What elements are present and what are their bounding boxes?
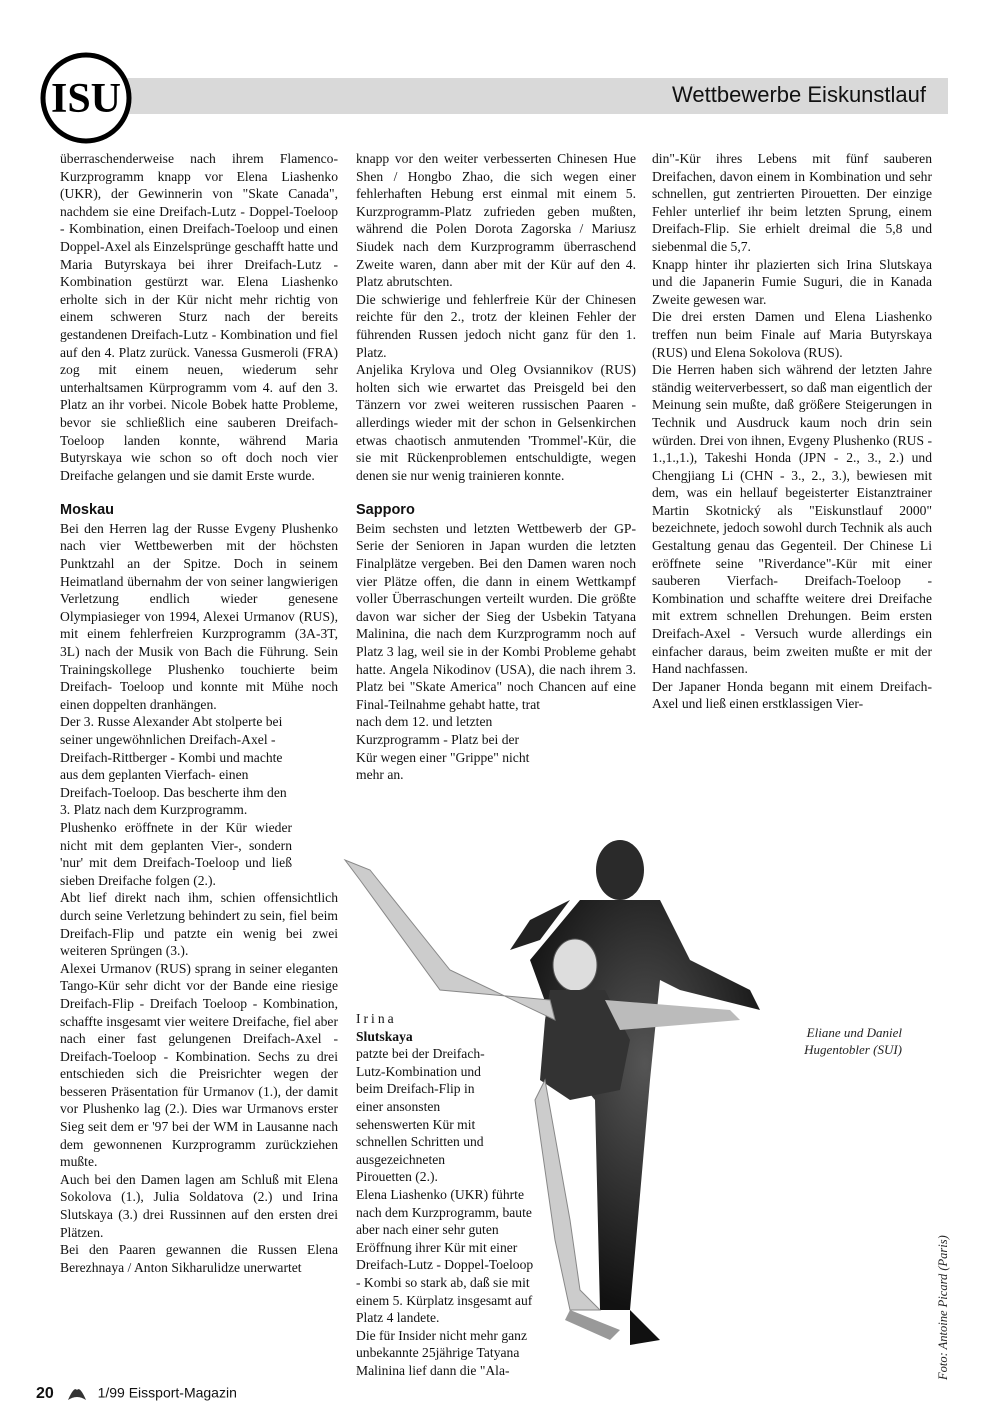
paragraph: Knapp hinter ihr plazierten sich Irina Slutskaya und die Japanerin Fumie Suguri, die in Kanada Zweite gewesen war.	[652, 256, 932, 307]
caption-text: Die für Insider nicht mehr ganz unbekannte 25jährige Tatyana Malinina lief dann die "Ala-	[356, 1327, 527, 1378]
paragraph: Der Japaner Honda begann mit einem Dreifach-Axel und ließ einen erstklassigen Vier-	[652, 678, 932, 712]
header-bar	[70, 78, 948, 114]
paragraph: din"-Kür ihres Lebens mit fünf sauberen Dreifachen, davon einem in Kombination und sehr schnellen, gut zentrierten Pirouetten. Der einzige Fehler unterlief ihr beim letzten Sprung, einem Dreifach-Flip. Sie erhielt dreimal die 5,8 und siebenmal die 5,7.	[652, 151, 932, 254]
paragraph: Die Herren haben sich während der letzten Jahre ständig weiterverbessert, so daß man eigentlich der Meinung sein mußte, daß größere Steigerungen in Technik und Ausdruck kaum noch drin sein würden. Drei von ihnen, Evgeny Plushenko (RUS - 1.,1.,1.), Takeshi Honda (JPN - 2., 3., 2.) und Chengjiang Li (CHN - 3., 2., 3.), bewiesen mit dem, was ein hellauf begeisterter Eistanztrainer Martin Skotnický als "Eiskunstlauf 2000" bezeichnete, jedoch sowohl durch Technik als auch Gestaltung genau das Gegenteil. Der Chinese Li eröffnete seine "Riverdance"-Kür mit einer sauberen Vierfach- Dreifach-Toeloop - Kombination und schaffte weitere drei Dreifache mit extrem schnellen Drehungen. Beim ersten Dreifach-Axel - Versuch wurde allerdings ein einfacher daraus, beim zweiten mußte er mit der Hand nachfassen.	[652, 362, 932, 677]
paragraph: Abt lief direkt nach ihm, schien offensichtlich durch seine Verletzung behindert zu sein, fiel beim Dreifach-Flip und patzte ein wenig bei zwei weiteren Sprüngen (3.).	[60, 890, 338, 959]
paragraph: Die schwierige und fehlerfreie Kür der Chinesen reichte für den 2., trotz der kleinen Fehler der führenden Russen jedoch nicht ganz für den 1. Platz.	[356, 291, 636, 360]
caption-text: Elena Liashenko (UKR) führte nach dem Kurzprogramm, baute aber nach einer sehr guten Eröffnung ihrer Kür mit einer Dreifach-Lutz - Doppel-Toeloop - Kombi so stark ab, daß sie mit einem 5. Kürplatz insgesamt auf Platz 4 landete.	[356, 1186, 534, 1326]
paragraph: Der 3. Russe Alexander Abt stolperte bei seiner ungewöhnlichen Dreifach-Axel - Dreifach-Rittberger - Kombi und machte aus dem geplanten Vierfach- einen Dreifach-Toeloop. Das bescherte ihm den 3. Platz nach dem Kurzprogramm.	[60, 714, 287, 818]
paragraph: Auch bei den Damen lagen am Schluß mit Elena Sokolova (1.), Julia Soldatova (2.) und Irina Slutskaya (3.) drei Russinnen auf den ersten drei Plätzen.	[60, 1171, 338, 1240]
page-number: 20	[36, 1384, 54, 1402]
caption-text: patzte bei der Dreifach-Lutz-Kombination und beim Dreifach-Flip in einer ansonsten sehenswerten Kür mit schnellen Schritten und ausgezeichneten Pirouetten (2.).	[356, 1046, 485, 1185]
photo-caption: Eliane und Daniel Hugentobler (SUI)	[804, 1025, 902, 1057]
paragraph: Anjelika Krylova und Oleg Ovsiannikov (RUS) holten sich wie erwartet das Preisgeld bei den Tänzern vor zwei weiteren russischen Paaren - allerdings wieder mit der schon in Gelsenkirchen etwas chaotisch anmutenden 'Trommel'-Kür, die sie mit Rückenproblemen entschuldigte, wegen denen sie nur wenig trainieren konnte.	[356, 362, 636, 483]
heading-moskau: Moskau	[60, 502, 114, 519]
column-2	[356, 150, 636, 784]
paragraph: Die drei ersten Damen und Elena Liashenko treffen nun beim Finale auf Maria Butyrskaya (RUS) und Elena Sokolova (RUS).	[652, 309, 932, 360]
page-footer	[36, 1384, 237, 1404]
magazine-name: 1/99 Eissport-Magazin	[97, 1384, 237, 1401]
column-1	[60, 150, 338, 1276]
photo-credit: Foto: Antoine Picard (Paris)	[936, 1235, 950, 1380]
logo-text: ISU	[50, 76, 122, 122]
paragraph: knapp vor den weiter verbesserten Chinesen Hue Shen / Hongbo Zhao, die sich wegen einer fehlerhaften Hebung erst einmal mit einem 5. Kurzprogramm-Platz zufrieden geben mußten, während die Polen Dorota Zagorska / Mariusz Siudek nach dem Kurzprogramm überraschend Zweite waren, dann aber mit der Kür auf den 4. Platz abrutschten.	[356, 151, 636, 290]
caption-last-name: Slutskaya	[356, 1028, 413, 1044]
caption-first-name: Irina	[356, 1011, 397, 1026]
paragraph: überraschenderweise nach ihrem Flamenco-Kurzprogramm knapp vor Elena Liashenko (UKR), der Gewinnerin von "Skate Canada", nachdem sie eine Dreifach-Lutz - Doppel-Toeloop - Kombination, einen Dreifach-Toeloop und einen Doppel-Axel als Einzelsprünge geschafft hatte und Maria Butyrskaya bei ihrer Dreifach-Lutz - Kombination gestürzt war. Elena Liashenko erholte sich in der Kür nicht mehr richtig von einem schweren Sturz nach der bereits gestandenen Dreifach-Lutz - Kombination und fiel auf den 4. Platz zurück. Vanessa Gusmeroli (FRA) zog mit einem neuen, wiederum sehr unterhaltsamen Kürprogramm vom 4. auf den 3. Platz an ihr vorbei. Nicole Bobek hatte Probleme, bevor sie schließlich eine sauberen Dreifach-Toeloop landen konnte, während Maria Butyrskaya wie schon so oft doch noch vier Dreifache gelangen und sie damit Erste wurde.	[60, 151, 338, 483]
paragraph: Plushenko eröffnete in der Kür wieder nicht mit dem geplanten Vier-, sondern 'nur' mit dem Dreifach-Toeloop und ließ sieben Dreifache folgen (2.).	[60, 819, 292, 888]
paragraph: Alexei Urmanov (RUS) sprang in seiner eleganten Tango-Kür sehr dicht vor der Bande eine riesige Dreifach-Flip - Dreifach Toeloop - Kombination, schaffte insgesamt vier weitere Dreifache, fiel aber nach einer fast gelungenen Dreifach-Axel - Dreifach-Toeloop - Kombination. Sechs zu drei entschieden sich die Preisrichter wegen der besseren Präsentation für Urmanov (1.), der damit vor Plushenko lag (2.). Dies war Urmanovs erster Sieg seit dem er '97 bei der WM in Lausanne nach dem gewonnenen Kurzprogramm zurückziehen mußte.	[60, 960, 338, 1170]
magazine-logo-icon	[66, 1384, 88, 1404]
section-title: Wettbewerbe Eiskunstlauf	[672, 82, 926, 107]
paragraph: Bei den Paaren gewannen die Russen Elena Berezhnaya / Anton Sikharulidze unerwartet	[60, 1242, 338, 1275]
column-3	[652, 150, 932, 713]
paragraph: nach dem 12. und letzten Kurzprogramm - Platz bei der Kür wegen einer "Grippe" nicht mehr an.	[356, 714, 530, 783]
paragraph: Beim sechsten und letzten Wettbewerb der GP-Serie der Senioren in Japan wurden die letzten Finalplätze vergeben. Bei den Damen waren noch vier Plätze offen, die dann in einem Wettkampf voller Überraschungen verteilt wurden. Die größte davon war sicher der Sieg der Usbekin Tatyana Malinina, die nach dem Kurzprogramm noch auf Platz 3 lag, weil sie in der Kombi Probleme gehabt hatte. Angela Nikodinov (USA), die nach ihrem 3. Platz bei "Skate America" noch Chancen auf eine Final-Teilnahme gehabt hatte, trat	[356, 520, 636, 712]
heading-sapporo: Sapporo	[356, 502, 415, 519]
caption-irina-slutskaya	[356, 1010, 556, 1379]
paragraph: Bei den Herren lag der Russe Evgeny Plushenko nach vier Wettbewerben mit der höchsten Punktzahl an der Spitze. Doch in seinem Heimatland übernahm der von seiner langwierigen Verletzung endlich wieder genesene Olympiasieger von 1994, Alexei Urmanov (RUS), mit einem fehlerfreien Kurzprogramm (3A-3T, 3L) nach der Musik von Bach die Führung. Sein Trainingskollege Plushenko touchierte beim Dreifach- Toeloop und konnte mit Mühe noch einen doppelten dranhängen.	[60, 520, 338, 712]
isu-logo-icon	[40, 52, 132, 144]
